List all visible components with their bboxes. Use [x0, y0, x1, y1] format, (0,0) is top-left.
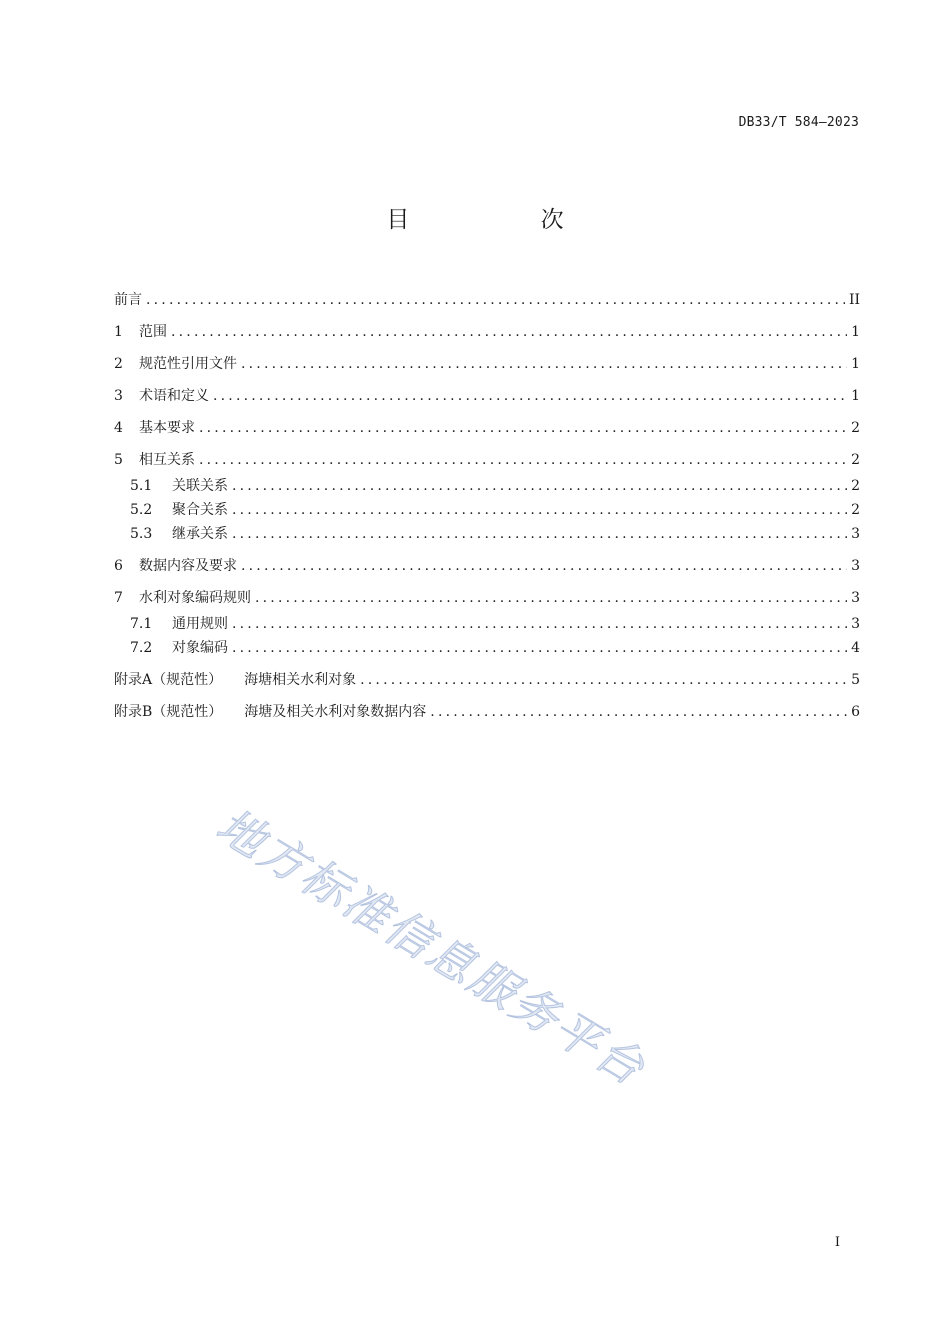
toc-entry-title: 继承关系	[172, 526, 228, 542]
toc-entry-title: 海塘及相关水利对象数据内容	[244, 704, 427, 720]
toc-entry-number: 3	[114, 388, 123, 404]
toc-leader-dots	[241, 554, 847, 578]
toc-entry[interactable]	[114, 288, 860, 312]
toc-leader-dots	[232, 522, 847, 546]
toc-leader-dots	[146, 288, 845, 312]
toc-entry[interactable]	[114, 352, 860, 376]
toc-leader-dots	[213, 384, 847, 408]
toc-entry-number: 5	[114, 452, 123, 468]
toc-entry-title: 关联关系	[172, 478, 228, 494]
watermark: 地方标准信息服务平台	[207, 797, 656, 1097]
toc-entry-page: 2	[851, 502, 860, 518]
toc-entry-number: 7.2	[130, 640, 153, 656]
toc-leader-dots	[171, 320, 847, 344]
toc-entry[interactable]	[114, 668, 860, 692]
toc-entry-page: 3	[851, 590, 860, 606]
document-code: DB33/T 584—2023	[738, 115, 859, 130]
toc-entry-number: 7.1	[130, 616, 153, 632]
toc-entry-title: 聚合关系	[172, 502, 228, 518]
toc-entry-title: 通用规则	[172, 616, 228, 632]
toc-entry-page: 3	[851, 616, 860, 632]
toc-entry[interactable]	[114, 448, 860, 472]
toc-entry-page: 3	[851, 558, 860, 574]
toc-entry-page: 1	[851, 324, 860, 340]
toc-entry-number: 4	[114, 420, 123, 436]
toc-entry-page: 1	[851, 356, 860, 372]
table-of-contents	[114, 288, 860, 724]
toc-entry[interactable]	[114, 636, 860, 660]
toc-entry-page: 1	[851, 388, 860, 404]
toc-entry-page: 2	[851, 420, 860, 436]
toc-entry[interactable]	[114, 522, 860, 546]
toc-appendix-label: 附录A（规范性）	[114, 672, 223, 688]
toc-entry-page: 2	[851, 478, 860, 494]
toc-leader-dots	[241, 352, 847, 376]
toc-entry-page: 6	[851, 704, 860, 720]
toc-appendix-label: 附录B（规范性）	[114, 704, 223, 720]
toc-entry-title: 水利对象编码规则	[139, 590, 251, 606]
toc-entry-title: 相互关系	[139, 452, 195, 468]
toc-entry-number: 5.2	[130, 502, 153, 518]
toc-entry-title: 前言	[114, 292, 142, 308]
toc-leader-dots	[232, 474, 847, 498]
toc-entry[interactable]	[114, 554, 860, 578]
page-title: 目 次	[386, 207, 626, 233]
toc-entry-page: 3	[851, 526, 860, 542]
toc-entry-title: 范围	[139, 324, 167, 340]
toc-entry[interactable]	[114, 416, 860, 440]
toc-entry-number: 2	[114, 356, 123, 372]
toc-entry[interactable]	[114, 498, 860, 522]
toc-leader-dots	[430, 700, 847, 724]
toc-leader-dots	[199, 416, 847, 440]
toc-entry[interactable]	[114, 612, 860, 636]
toc-leader-dots	[232, 612, 847, 636]
toc-entry[interactable]	[114, 700, 860, 724]
toc-entry-page: 2	[851, 452, 860, 468]
toc-entry[interactable]	[114, 320, 860, 344]
toc-entry-page: 5	[851, 672, 860, 688]
toc-leader-dots	[199, 448, 847, 472]
toc-entry-number: 5.1	[130, 478, 153, 494]
toc-entry-number: 1	[114, 324, 123, 340]
toc-entry[interactable]	[114, 384, 860, 408]
toc-entry-title: 海塘相关水利对象	[244, 672, 357, 688]
toc-entry[interactable]	[114, 586, 860, 610]
toc-entry-title: 数据内容及要求	[139, 558, 237, 574]
toc-leader-dots	[232, 498, 847, 522]
toc-leader-dots	[360, 668, 847, 692]
toc-leader-dots	[255, 586, 847, 610]
toc-leader-dots	[232, 636, 847, 660]
toc-entry-number: 6	[114, 558, 123, 574]
toc-entry[interactable]	[114, 474, 860, 498]
toc-entry-title: 基本要求	[139, 420, 195, 436]
toc-entry-page: II	[848, 292, 860, 308]
toc-entry-page: 4	[851, 640, 860, 656]
toc-entry-number: 7	[114, 590, 123, 606]
toc-entry-title: 对象编码	[172, 640, 228, 656]
page-number: I	[834, 1235, 840, 1250]
toc-entry-title: 术语和定义	[139, 388, 209, 404]
toc-entry-title: 规范性引用文件	[139, 356, 237, 372]
toc-entry-number: 5.3	[130, 526, 153, 542]
